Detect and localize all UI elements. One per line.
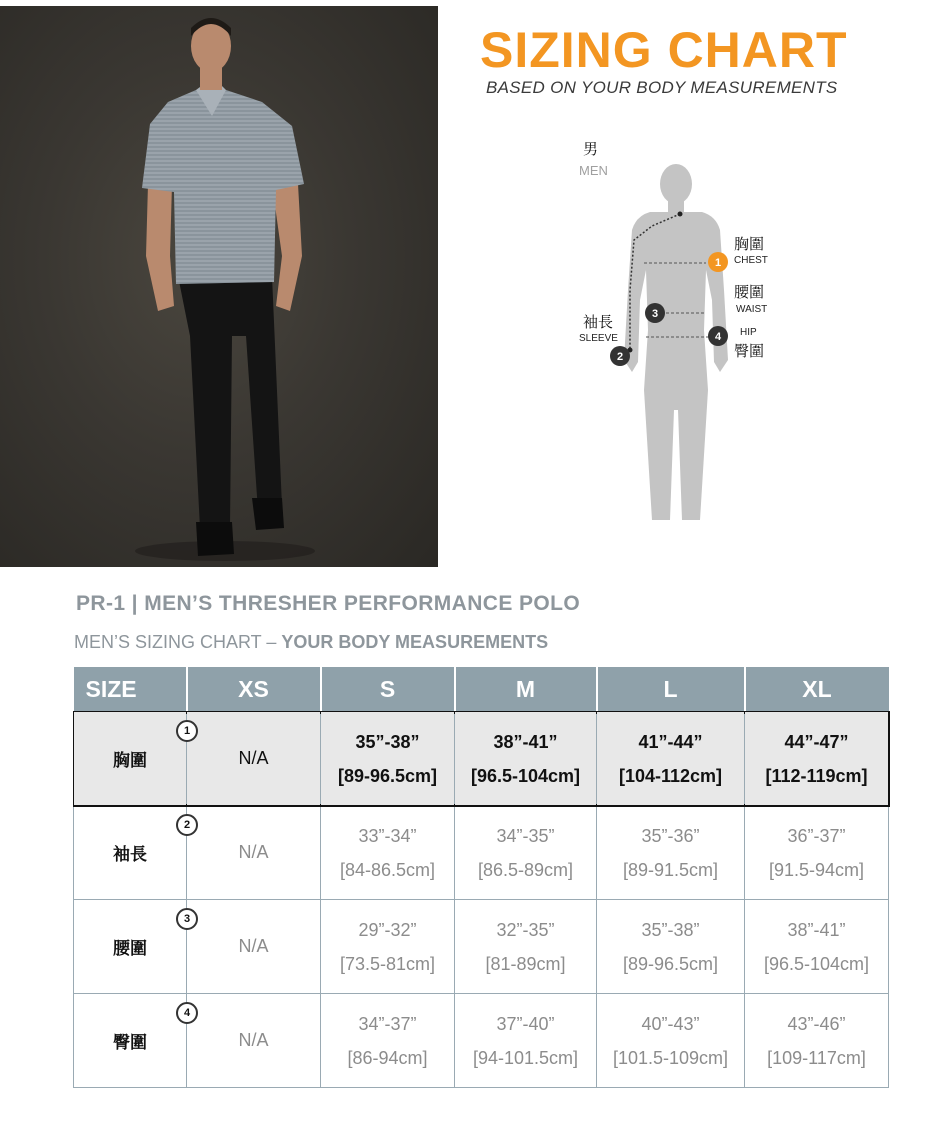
- cm-value: [81-89cm]: [485, 953, 566, 974]
- cm-value: [104-112cm]: [618, 765, 723, 786]
- size-cell: [745, 994, 889, 1088]
- size-cell: [187, 806, 321, 900]
- table-header-row: [74, 667, 889, 712]
- sizing-chart-subtitle: BASED ON YOUR BODY MEASUREMENTS: [486, 78, 838, 97]
- inch-value: N/A: [238, 842, 269, 862]
- header-xs: XS: [187, 667, 321, 712]
- inch-value: N/A: [238, 936, 269, 956]
- table-row: [74, 712, 889, 806]
- size-cell: [745, 712, 889, 806]
- waist-label-en: WAIST: [736, 304, 768, 315]
- size-cell: [597, 900, 745, 994]
- inch-value: 41”-44”: [638, 731, 703, 752]
- row-label-cell: [74, 900, 191, 994]
- cm-value: [89-91.5cm]: [622, 859, 719, 880]
- table-row: [74, 994, 889, 1088]
- row-number-badge: 3: [176, 908, 198, 930]
- inch-value: 44”-47”: [784, 731, 849, 752]
- size-cell: [455, 806, 597, 900]
- inch-value: 38”-41”: [493, 731, 558, 752]
- gender-label-zh: 男: [583, 140, 599, 158]
- measurement-markers: [604, 247, 734, 372]
- size-cell: [745, 806, 889, 900]
- cm-value: [101.5-109cm]: [612, 1047, 729, 1068]
- chart-subtitle-plain: MEN’S SIZING CHART –: [74, 632, 282, 652]
- cm-value: [73.5-81cm]: [339, 953, 436, 974]
- cm-value: [109-117cm]: [767, 1047, 866, 1068]
- inch-value: 29”-32”: [358, 919, 417, 940]
- sizing-chart-title: SIZING CHART: [480, 22, 848, 78]
- cm-value: [84-86.5cm]: [339, 859, 436, 880]
- row-label-cell: [74, 994, 191, 1088]
- cm-value: [96.5-104cm]: [763, 953, 870, 974]
- row-label-cell: [74, 712, 191, 806]
- gender-label-en: MEN: [579, 163, 608, 178]
- size-cell: [321, 712, 455, 806]
- size-cell: [745, 900, 889, 994]
- cm-value: [86-94cm]: [347, 1047, 428, 1068]
- row-number-badge: 2: [176, 814, 198, 836]
- table-row: [74, 900, 889, 994]
- chart-subtitle: [74, 631, 548, 653]
- inch-value: 43”-46”: [787, 1013, 846, 1034]
- size-cell: [597, 712, 745, 806]
- cm-value: [96.5-104cm]: [470, 765, 581, 786]
- inch-value: 34”-35”: [496, 825, 555, 846]
- hip-label-zh: 臀圍: [734, 342, 765, 360]
- cm-value: [94-101.5cm]: [472, 1047, 579, 1068]
- header-xl: XL: [745, 667, 889, 712]
- size-cell: [321, 900, 455, 994]
- cm-value: [91.5-94cm]: [768, 859, 865, 880]
- size-cell: [321, 994, 455, 1088]
- size-cell: [455, 994, 597, 1088]
- chest-label-zh: 胸圍: [734, 235, 765, 253]
- chest-label-en: CHEST: [734, 255, 768, 266]
- inch-value: N/A: [238, 748, 269, 768]
- sleeve-label-en: SLEEVE: [579, 333, 618, 344]
- cm-value: [112-119cm]: [765, 765, 868, 786]
- cm-value: [86.5-89cm]: [477, 859, 574, 880]
- marker-num-2: 2: [616, 351, 624, 363]
- product-title: PR-1 | MEN’S THRESHER PERFORMANCE POLO: [76, 592, 581, 615]
- inch-value: 35”-38”: [641, 919, 700, 940]
- marker-chest: [708, 252, 728, 272]
- size-cell: [187, 712, 321, 806]
- header-l: L: [597, 667, 745, 712]
- row-label: 腰圍: [113, 939, 147, 959]
- inch-value: 37”-40”: [496, 1013, 555, 1034]
- size-table: [73, 667, 889, 1088]
- inch-value: 33”-34”: [358, 825, 417, 846]
- inch-value: N/A: [238, 1030, 269, 1050]
- cm-value: [89-96.5cm]: [622, 953, 719, 974]
- marker-num-4: 4: [714, 331, 722, 343]
- size-cell: [321, 806, 455, 900]
- marker-num-1: 1: [714, 257, 722, 269]
- hip-label-en: HIP: [740, 327, 757, 338]
- inch-value: 32”-35”: [496, 919, 555, 940]
- size-cell: [187, 900, 321, 994]
- row-number-badge: 4: [176, 1002, 198, 1024]
- model-photo: [0, 6, 438, 567]
- row-number-badge: 1: [176, 720, 198, 742]
- model-illustration: [0, 6, 438, 567]
- marker-hip: [708, 326, 728, 346]
- chart-subtitle-bold: YOUR BODY MEASUREMENTS: [281, 632, 549, 652]
- header-size: SIZE: [74, 667, 187, 712]
- sleeve-label-zh: 袖長: [583, 313, 614, 331]
- inch-value: 40”-43”: [641, 1013, 700, 1034]
- size-cell: [597, 994, 745, 1088]
- row-label-cell: [74, 806, 191, 900]
- size-cell: [455, 900, 597, 994]
- header-m: M: [455, 667, 597, 712]
- size-cell: [597, 806, 745, 900]
- size-cell: [187, 994, 321, 1088]
- inch-value: 35”-36”: [641, 825, 700, 846]
- header-s: S: [321, 667, 455, 712]
- inch-value: 35”-38”: [355, 731, 420, 752]
- inch-value: 34”-37”: [358, 1013, 417, 1034]
- cm-value: [89-96.5cm]: [337, 765, 438, 786]
- table-row: [74, 806, 889, 900]
- inch-value: 36”-37”: [787, 825, 846, 846]
- row-label: 胸圍: [113, 751, 147, 771]
- row-label: 臀圍: [113, 1033, 147, 1053]
- inch-value: 38”-41”: [787, 919, 846, 940]
- size-cell: [455, 712, 597, 806]
- marker-waist: [645, 303, 665, 323]
- marker-sleeve: [610, 346, 630, 366]
- waist-label-zh: 腰圍: [734, 283, 765, 301]
- marker-num-3: 3: [651, 308, 659, 320]
- row-label: 袖長: [113, 845, 147, 865]
